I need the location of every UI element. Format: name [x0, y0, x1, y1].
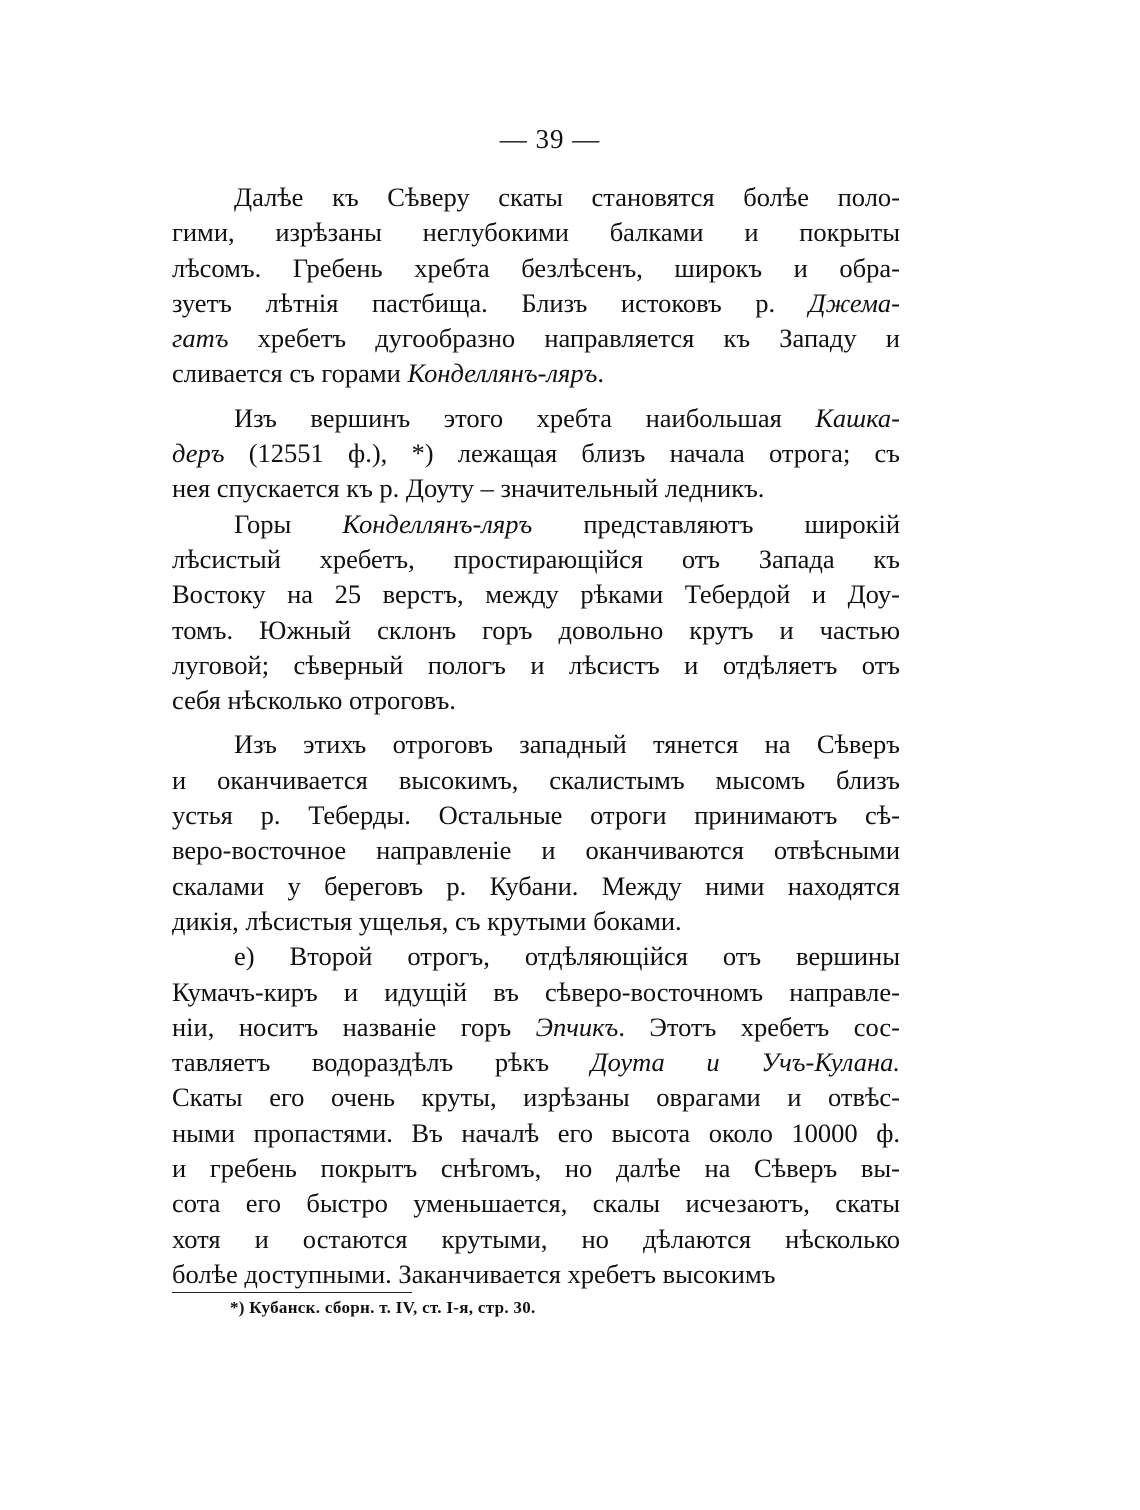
- text-line: [172, 1257, 900, 1292]
- text-run: .: [597, 358, 604, 389]
- paragraph: [172, 401, 900, 507]
- text-line: [172, 251, 900, 286]
- text-line: [172, 1080, 900, 1115]
- text-run: лѣсомъ. Гребень хребта безлѣсенъ, широкъ и обра-: [172, 252, 900, 283]
- text-run: дикія, лѣсистыя ущелья, съ крутыми боками.: [172, 905, 682, 936]
- text-line: [172, 798, 900, 833]
- text-line: [172, 683, 900, 718]
- italic-text: Кашка-: [815, 402, 900, 433]
- text-line: [172, 577, 900, 612]
- text-line: [172, 613, 900, 648]
- text-run: Далѣе къ Сѣверу скаты становятся болѣе поло-: [234, 182, 900, 212]
- text-run: . Этотъ хребетъ сос-: [618, 1011, 900, 1042]
- italic-text: Конделлянъ-ляръ: [342, 508, 533, 539]
- text-line: [172, 1010, 900, 1045]
- text-line: [172, 1116, 900, 1151]
- text-run: томъ. Южный склонъ горъ довольно крутъ и частью: [172, 614, 900, 645]
- text-run: луговой; сѣверный пологъ и лѣсистъ и отдѣляетъ отъ: [172, 649, 900, 680]
- text-line: [172, 904, 900, 939]
- text-line: [172, 1045, 900, 1080]
- text-run: Востоку на 25 верстъ, между рѣками Тебердой и Доу-: [172, 579, 900, 610]
- text-run: Скаты его очень круты, изрѣзаны оврагами и отвѣс-: [172, 1082, 900, 1113]
- text-run: хребетъ дугообразно направляется къ Западу и: [228, 323, 900, 354]
- text-run: скалами у береговъ р. Кубани. Между ними находятся: [172, 870, 900, 901]
- text-run: хотя и остаются крутыми, но дѣлаются нѣсколько: [172, 1223, 900, 1254]
- italic-text: Эпчикъ: [535, 1011, 619, 1042]
- text-run: себя нѣсколько отроговъ.: [172, 685, 456, 716]
- text-run: тавляетъ водораздѣлъ рѣкъ: [172, 1047, 591, 1078]
- page-number: — 39 —: [499, 124, 601, 154]
- text-line: [172, 471, 900, 506]
- paragraph: [172, 727, 900, 939]
- text-run: сота его быстро уменьшается, скалы исчезаютъ, скаты: [172, 1188, 900, 1219]
- paragraph: [172, 180, 900, 392]
- italic-text: деръ: [172, 438, 225, 469]
- text-line: [172, 833, 900, 868]
- text-line: [172, 180, 900, 215]
- text-line: [172, 869, 900, 904]
- text-line: [172, 1186, 900, 1221]
- text-run: зуетъ лѣтнія пастбища. Близъ истоковъ р.: [172, 287, 809, 318]
- footnote: *) Кубанск. сборн. т. IV, ст. I-я, стр. 30.: [230, 1298, 536, 1317]
- text-run: лѣсистый хребетъ, простирающійся отъ Запада къ: [172, 543, 900, 574]
- text-run: устья р. Теберды. Остальные отроги принимаютъ сѣ-: [172, 800, 900, 831]
- text-line: [172, 507, 900, 542]
- text-run: болѣе доступными. Заканчивается хребетъ высокимъ: [172, 1258, 776, 1289]
- italic-text: Конделлянъ-ляръ: [407, 358, 598, 389]
- text-run: представляютъ широкій: [532, 508, 900, 539]
- text-line: [172, 763, 900, 798]
- text-line: [172, 939, 900, 974]
- text-line: [172, 1222, 900, 1257]
- text-line: [172, 356, 900, 391]
- text-run: Горы: [234, 508, 343, 539]
- text-line: [172, 975, 900, 1010]
- text-run: веро-восточное направленіе и оканчиваются отвѣсными: [172, 835, 900, 866]
- text-run: ными пропастями. Въ началѣ его высота около 10000 ф.: [172, 1117, 900, 1148]
- text-line: [172, 401, 900, 436]
- text-line: [172, 215, 900, 250]
- text-line: [172, 542, 900, 577]
- text-line: [172, 436, 900, 471]
- paragraph: [172, 507, 900, 719]
- text-run: (12551 ф.), *) лежащая близъ начала отрога; съ: [224, 438, 900, 469]
- text-line: [172, 648, 900, 683]
- text-run: гими, изрѣзаны неглубокими балками и покрыты: [172, 217, 900, 248]
- italic-text: Доута и Учъ-Кулана.: [590, 1047, 900, 1078]
- text-line: [172, 727, 900, 762]
- text-run: Изъ этихъ отроговъ западный тянется на Сѣверъ: [234, 729, 900, 760]
- text-run: и гребень покрытъ снѣгомъ, но далѣе на Сѣверъ вы-: [172, 1153, 900, 1184]
- body-text: [172, 180, 900, 1292]
- paragraph: [172, 939, 900, 1292]
- text-line: [172, 1151, 900, 1186]
- text-line: [172, 321, 900, 356]
- text-run: ніи, носитъ названіе горъ: [172, 1011, 536, 1042]
- text-run: Изъ вершинъ этого хребта наибольшая: [234, 402, 816, 433]
- text-run: е) Второй отрогъ, отдѣляющійся отъ вершины: [234, 941, 900, 972]
- text-run: сливается съ горами: [172, 358, 408, 389]
- text-run: Кумачъ-киръ и идущій въ сѣверо-восточномъ направле-: [172, 976, 900, 1007]
- text-run: и оканчивается высокимъ, скалистымъ мысомъ близъ: [172, 764, 900, 795]
- italic-text: гатъ: [172, 323, 229, 354]
- text-line: [172, 286, 900, 321]
- text-run: нея спускается къ р. Доуту – значительный ледникъ.: [172, 473, 765, 504]
- italic-text: Джема-: [808, 287, 900, 318]
- footnote-divider: [172, 1292, 412, 1293]
